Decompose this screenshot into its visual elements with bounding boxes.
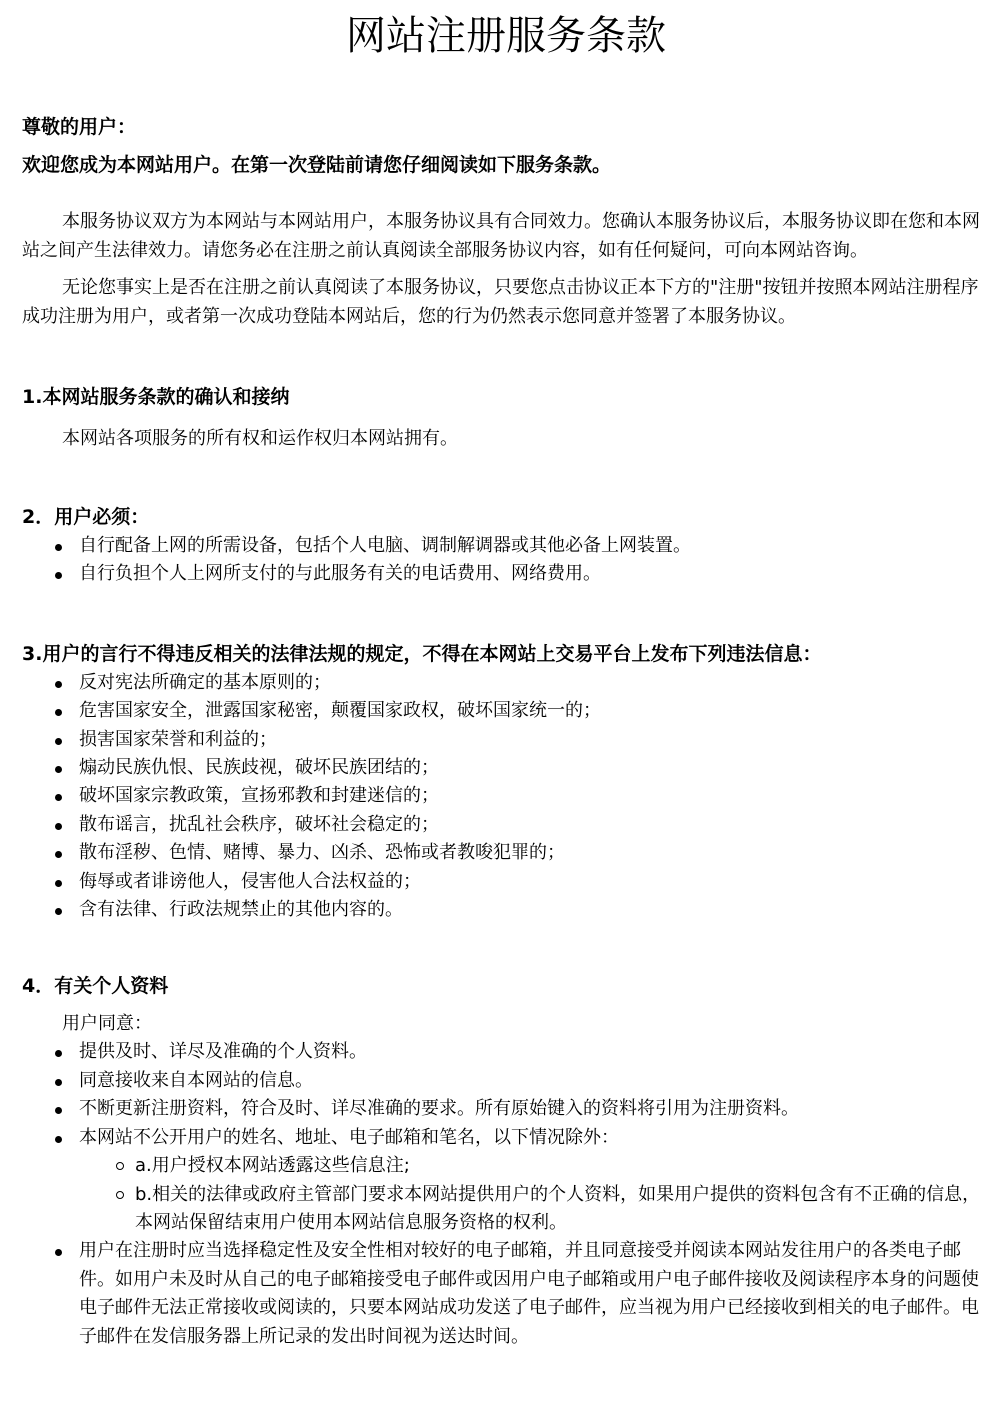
list-item: 自行负担个人上网所支付的与此服务有关的电话费用、网络费用。 <box>22 560 990 588</box>
bullet-icon <box>55 681 62 688</box>
sub-list-item: b.相关的法律或政府主管部门要求本网站提供用户的个人资料，如果用户提供的资料包含有不正确的信息，本网站保留结束用户使用本网站信息服务资格的权利。 <box>79 1181 990 1238</box>
list-item: 用户在注册时应当选择稳定性及安全性相对较好的电子邮箱，并且同意接受并阅读本网站发往用户的各类电子邮件。如用户未及时从自己的电子邮箱接受电子邮件或因用户电子邮箱或用户电子邮件接收及阅读程序本身的问题使电子邮件无法正常接收或阅读的，只要本网站成功发送了电子邮件，应当视为用户已经接收到相关的电子邮件。电子邮件在发信服务器上所记录的发出时间视为送达时间。 <box>22 1237 990 1351</box>
bullet-icon <box>55 1050 62 1057</box>
list-item: 同意接收来自本网站的信息。 <box>22 1067 990 1095</box>
section-4-list <box>22 1038 990 1350</box>
list-item: 煽动民族仇恨、民族歧视，破坏民族团结的； <box>22 754 990 782</box>
bullet-icon <box>55 880 62 887</box>
section-2-heading: 2．用户必须： <box>22 506 150 528</box>
greeting: 尊敬的用户： <box>22 116 137 138</box>
bullet-icon <box>55 572 62 579</box>
bullet-icon <box>55 1249 62 1256</box>
list-item: 含有法律、行政法规禁止的其他内容的。 <box>22 896 990 924</box>
intro-paragraph-1: 本服务协议双方为本网站与本网站用户，本服务协议具有合同效力。您确认本服务协议后，本服务协议即在您和本网站之间产生法律效力。请您务必在注册之前认真阅读全部服务协议内容，如有任何疑问，可向本网站咨询。 <box>22 211 980 261</box>
bullet-icon <box>55 544 62 551</box>
list-item: 散布淫秽、色情、赌博、暴力、凶杀、恐怖或者教唆犯罪的； <box>22 839 990 867</box>
list-item: 损害国家荣誉和利益的； <box>22 726 990 754</box>
list-item: 破坏国家宗教政策，宣扬邪教和封建迷信的； <box>22 782 990 810</box>
list-item: 反对宪法所确定的基本原则的； <box>22 669 990 697</box>
bullet-icon <box>55 1079 62 1086</box>
welcome-text: 欢迎您成为本网站用户。在第一次登陆前请您仔细阅读如下服务条款。 <box>22 154 612 176</box>
bullet-icon <box>55 709 62 716</box>
list-item: 危害国家安全，泄露国家秘密，颠覆国家政权，破坏国家统一的； <box>22 697 990 725</box>
list-item: 提供及时、详尽及准确的个人资料。 <box>22 1038 990 1066</box>
list-item: 本网站不公开用户的姓名、地址、电子邮箱和笔名，以下情况除外： a.用户授权本网站透露这些信息注; b.相关的法律或政府主管部门要求本网站提供用户的个人资料，如果用户提供的资料包含有不正确的信息，本网站保留结束用户使用本网站信息服务资格的权利。 <box>22 1124 990 1238</box>
list-item: 不断更新注册资料，符合及时、详尽准确的要求。所有原始键入的资料将引用为注册资料。 <box>22 1095 990 1123</box>
section-4-heading: 4．有关个人资料 <box>22 975 169 998</box>
circle-bullet-icon <box>116 1191 124 1199</box>
bullet-icon <box>55 1107 62 1114</box>
list-item: 侮辱或者诽谤他人，侵害他人合法权益的； <box>22 868 990 896</box>
bullet-icon <box>55 738 62 745</box>
bullet-icon <box>55 794 62 801</box>
bullet-icon <box>55 851 62 858</box>
section-1-text: 本网站各项服务的所有权和运作权归本网站拥有。 <box>62 428 458 449</box>
section-3-list <box>22 669 990 925</box>
sub-list-item: a.用户授权本网站透露这些信息注; <box>79 1152 990 1180</box>
section-3-heading: 3.用户的言行不得违反相关的法律法规的规定，不得在本网站上交易平台上发布下列违法信息： <box>22 642 822 665</box>
list-item: 散布谣言，扰乱社会秩序，破坏社会稳定的； <box>22 811 990 839</box>
section-1-heading: 1.本网站服务条款的确认和接纳 <box>22 386 290 408</box>
bullet-icon <box>55 766 62 773</box>
page-title: 网站注册服务条款 <box>346 13 666 59</box>
section-2-list <box>22 532 990 589</box>
bullet-icon <box>55 823 62 830</box>
bullet-icon <box>55 1136 62 1143</box>
list-item: 自行配备上网的所需设备，包括个人电脑、调制解调器或其他必备上网装置。 <box>22 532 990 560</box>
section-4-lead: 用户同意： <box>62 1013 152 1035</box>
circle-bullet-icon <box>116 1162 124 1170</box>
intro-paragraph-2: 无论您事实上是否在注册之前认真阅读了本服务协议，只要您点击协议正本下方的"注册"按钮并按照本网站注册程序成功注册为用户，或者第一次成功登陆本网站后，您的行为仍然表示您同意并签署了本服务协议。 <box>22 277 979 327</box>
section-4-sublist <box>79 1152 990 1237</box>
bullet-icon <box>55 908 62 915</box>
